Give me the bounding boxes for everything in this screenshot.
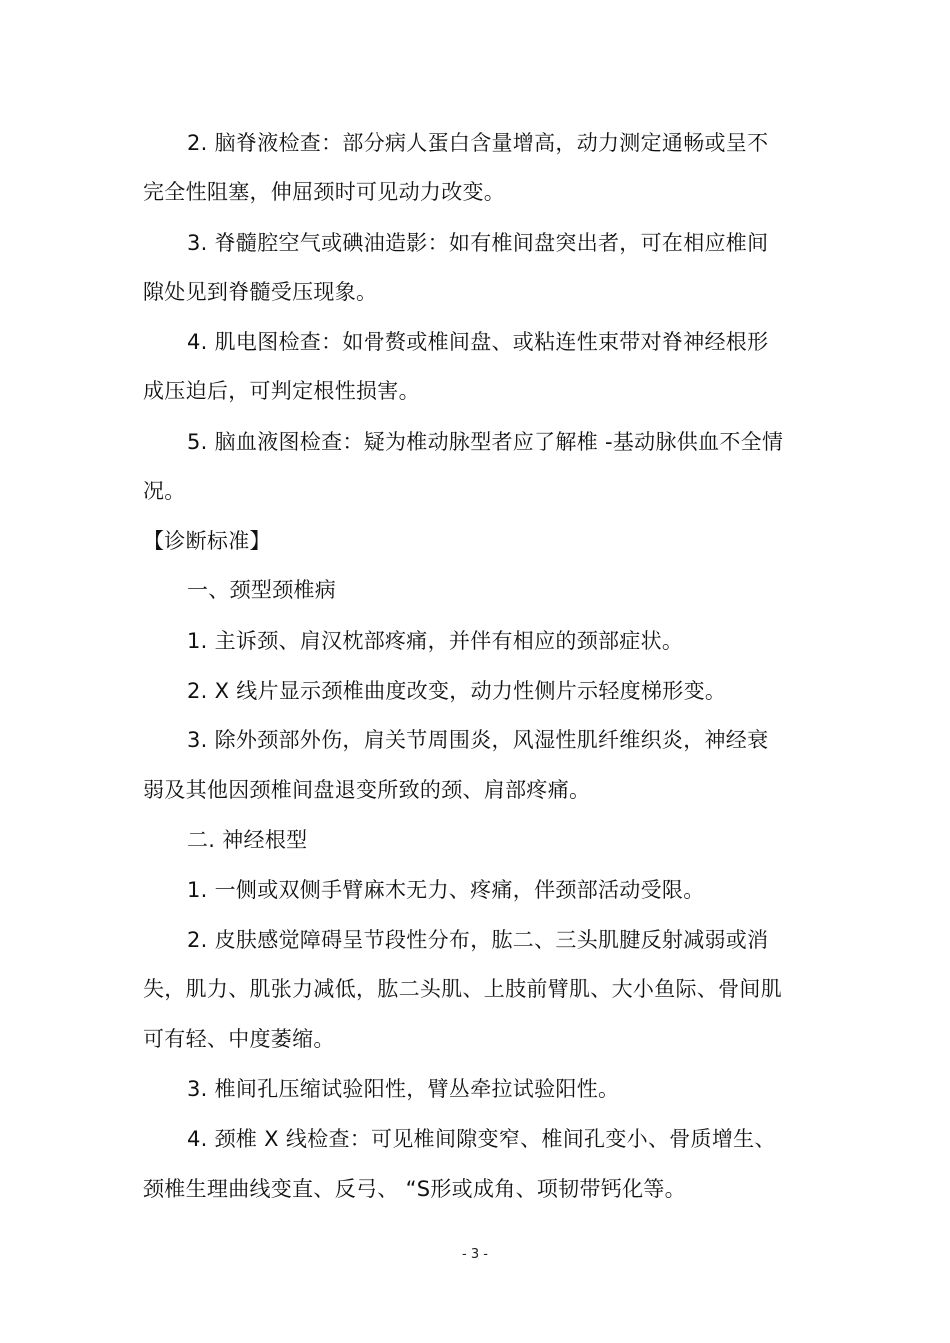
text-line: 3. 除外颈部外伤，肩关节周围炎，风湿性肌纤维织炎，神经衰 — [187, 728, 769, 752]
text-line: 2. 脑脊液检查：部分病人蛋白含量增高，动力测定通畅或呈不 — [187, 131, 769, 155]
text-line: 颈椎生理曲线变直、反弓、 “S形或成角、项韧带钙化等。 — [143, 1177, 686, 1201]
section-heading: 【诊断标准】 — [143, 529, 271, 553]
subsection-heading: 二. 神经根型 — [187, 828, 308, 852]
text-line: 1. 主诉颈、肩汉枕部疼痛，并伴有相应的颈部症状。 — [187, 629, 684, 653]
text-line: 1. 一侧或双侧手臂麻木无力、疼痛，伴颈部活动受限。 — [187, 878, 705, 902]
text-line: 4. 颈椎 X 线检查：可见椎间隙变窄、椎间孔变小、骨质增生、 — [187, 1127, 776, 1151]
text-line: 弱及其他因颈椎间盘退变所致的颈、肩部疼痛。 — [143, 778, 591, 802]
text-line: 成压迫后，可判定根性损害。 — [143, 379, 420, 403]
text-line: 3. 椎间孔压缩试验阳性，臂丛牵拉试验阳性。 — [187, 1077, 620, 1101]
text-line: 2. X 线片显示颈椎曲度改变，动力性侧片示轻度梯形变。 — [187, 679, 727, 703]
page-number: - 3 - — [462, 1247, 488, 1262]
text-line: 况。 — [143, 479, 186, 503]
text-line: 可有轻、中度萎缩。 — [143, 1027, 335, 1051]
text-line: 3. 脊髓腔空气或碘油造影：如有椎间盘突出者，可在相应椎间 — [187, 231, 769, 255]
text-line: 4. 肌电图检查：如骨赘或椎间盘、或粘连性束带对脊神经根形 — [187, 330, 769, 354]
text-line: 隙处见到脊髓受压现象。 — [143, 280, 378, 304]
text-line: 完全性阻塞，伸屈颈时可见动力改变。 — [143, 180, 506, 204]
subsection-heading: 一、颈型颈椎病 — [187, 578, 337, 602]
text-line: 2. 皮肤感觉障碍呈节段性分布，肱二、三头肌腱反射减弱或消 — [187, 928, 769, 952]
text-line: 失，肌力、肌张力减低，肱二头肌、上肢前臂肌、大小鱼际、骨间肌 — [143, 977, 782, 1001]
text-line: 5. 脑血液图检查：疑为椎动脉型者应了解椎 -基动脉供血不全情 — [187, 430, 784, 454]
